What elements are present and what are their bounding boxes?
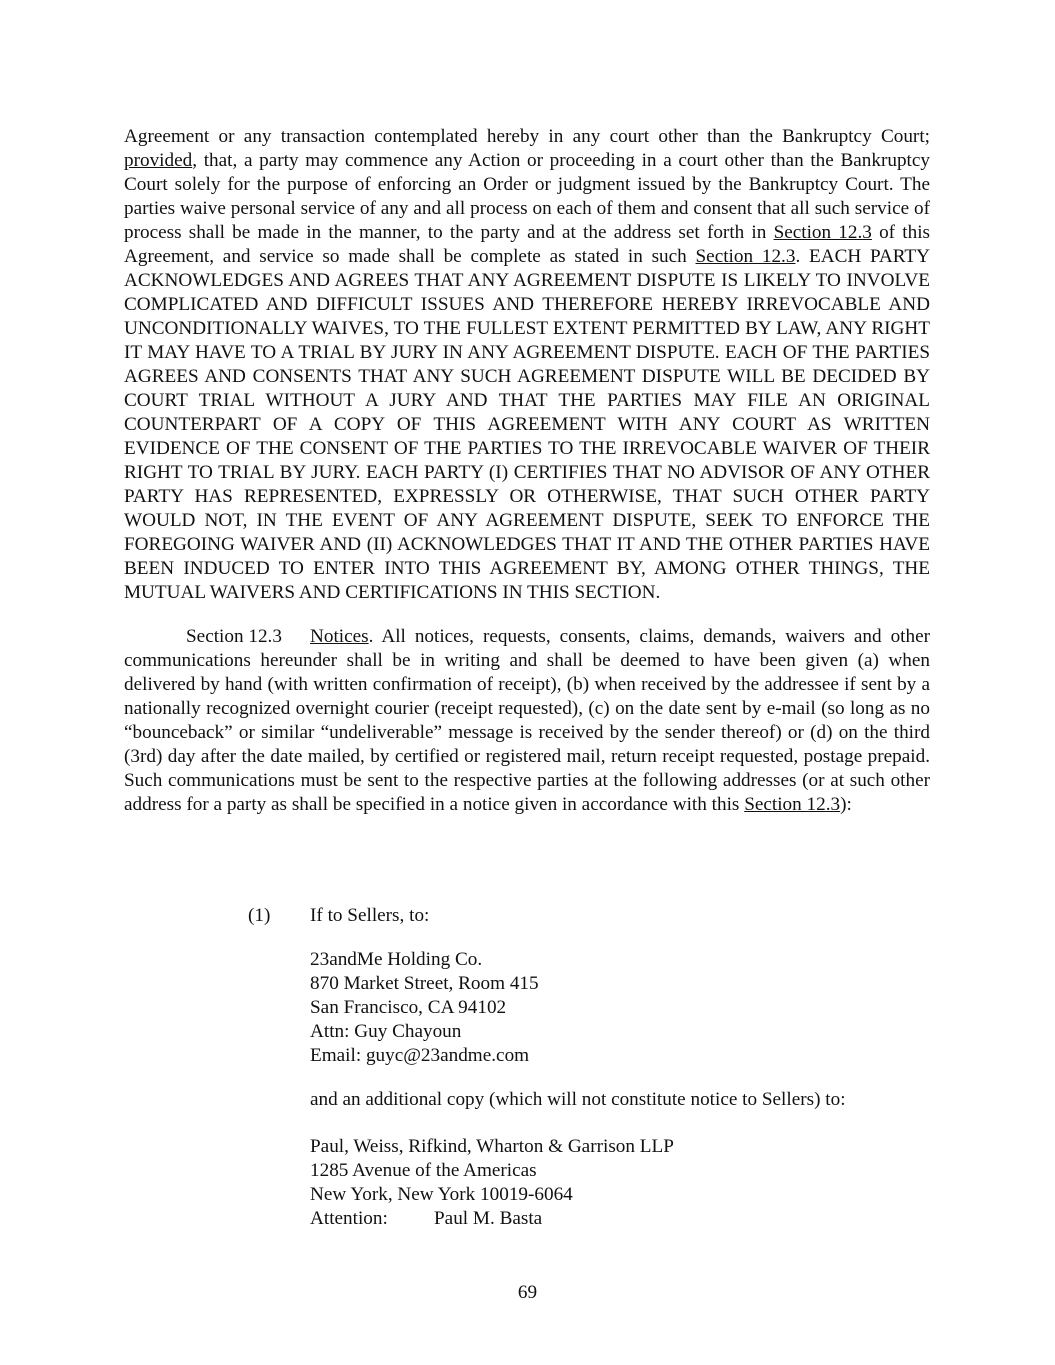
notice-item-number: (1)	[248, 905, 271, 926]
body-text	[124, 125, 930, 817]
waiver-paragraph: Agreement or any transaction contemplated hereby in any court other than the Bankruptcy Court; provided, that, a party may commence any Action or proceeding in a court other than the Bankruptcy Court solely for the purpose of enforcing an Order or judgment issued by the Bankruptcy Court. The parties waive personal service of any and all process on each of them and consent that all such service of process shall be made in the manner, to the party and at the address set forth in Section 12.3 of this Agreement, and service so made shall be complete as stated in such Section 12.3. EACH PARTY ACKNOWLEDGES AND AGREES THAT ANY AGREEMENT DISPUTE IS LIKELY TO INVOLVE COMPLICATED AND DIFFICULT ISSUES AND THEREFORE HEREBY IRREVOCABLE AND UNCONDITIONALLY WAIVES, TO THE FULLEST EXTENT PERMITTED BY LAW, ANY RIGHT IT MAY HAVE TO A TRIAL BY JURY IN ANY AGREEMENT DISPUTE. EACH OF THE PARTIES AGREES AND CONSENTS THAT ANY SUCH AGREEMENT DISPUTE WILL BE DECIDED BY COURT TRIAL WITHOUT A JURY AND THAT THE PARTIES MAY FILE AN ORIGINAL COUNTERPART OF A COPY OF THIS AGREEMENT WITH ANY COURT AS WRITTEN EVIDENCE OF THE CONSENT OF THE PARTIES TO THE IRREVOCABLE WAIVER OF THEIR RIGHT TO TRIAL BY JURY. EACH PARTY (I) CERTIFIES THAT NO ADVISOR OF ANY OTHER PARTY HAS REPRESENTED, EXPRESSLY OR OTHERWISE, THAT SUCH OTHER PARTY WOULD NOT, IN THE EVENT OF ANY AGREEMENT DISPUTE, SEEK TO ENFORCE THE FOREGOING WAIVER AND (II) ACKNOWLEDGES THAT IT AND THE OTHER PARTIES HAVE BEEN INDUCED TO ENTER INTO THIS AGREEMENT BY, AMONG OTHER THINGS, THE MUTUAL WAIVERS AND CERTIFICATIONS IN THIS SECTION.	[124, 126, 931, 603]
attention-line	[310, 1207, 674, 1231]
section-ref: Section 12.3	[773, 222, 872, 243]
notice-item-heading: If to Sellers, to:	[310, 905, 430, 926]
section-ref: Section 12.3	[744, 794, 841, 815]
copy-instruction: and an additional copy (which will not constitute notice to Sellers) to:	[310, 1089, 846, 1110]
address-line: Email: guyc@23andme.com	[310, 1045, 530, 1066]
provided-term: provided	[124, 150, 193, 171]
address-line: Paul, Weiss, Rifkind, Wharton & Garrison LLP	[310, 1136, 674, 1157]
section-title: Notices	[310, 626, 369, 647]
attention-label: Attention:	[310, 1208, 388, 1229]
notices-paragraph: Section 12.3 Notices. All notices, requests, consents, claims, demands, waivers and other communications hereunder shall be in writing and shall be deemed to have been given (a) when delivered by hand (with written confirmation of receipt), (b) when received by the addressee if sent by a nationally recognized overnight courier (receipt requested), (c) on the date sent by e-mail (so long as no “bounceback” or similar “undeliverable” message is received by the sender thereof) or (d) on the third (3rd) day after the date mailed, by certified or registered mail, return receipt requested, postage prepaid. Such communications must be sent to the respective parties at the following addresses (or at such other address for a party as shall be specified in a notice given in accordance with this Section 12.3):	[124, 626, 930, 815]
address-line: New York, New York 10019-6064	[310, 1184, 573, 1205]
address-line: 23andMe Holding Co.	[310, 949, 483, 970]
page-number: 69	[517, 1282, 538, 1303]
sellers-address-block	[310, 948, 539, 1068]
attention-name: Paul M. Basta	[434, 1208, 543, 1229]
address-line: 1285 Avenue of the Americas	[310, 1160, 537, 1181]
address-line: Attn: Guy Chayoun	[310, 1021, 462, 1042]
counsel-address-block	[310, 1135, 674, 1231]
address-line: 870 Market Street, Room 415	[310, 973, 539, 994]
section-ref: Section 12.3	[695, 246, 796, 267]
section-number: Section 12.3	[186, 626, 282, 647]
address-line: San Francisco, CA 94102	[310, 997, 507, 1018]
